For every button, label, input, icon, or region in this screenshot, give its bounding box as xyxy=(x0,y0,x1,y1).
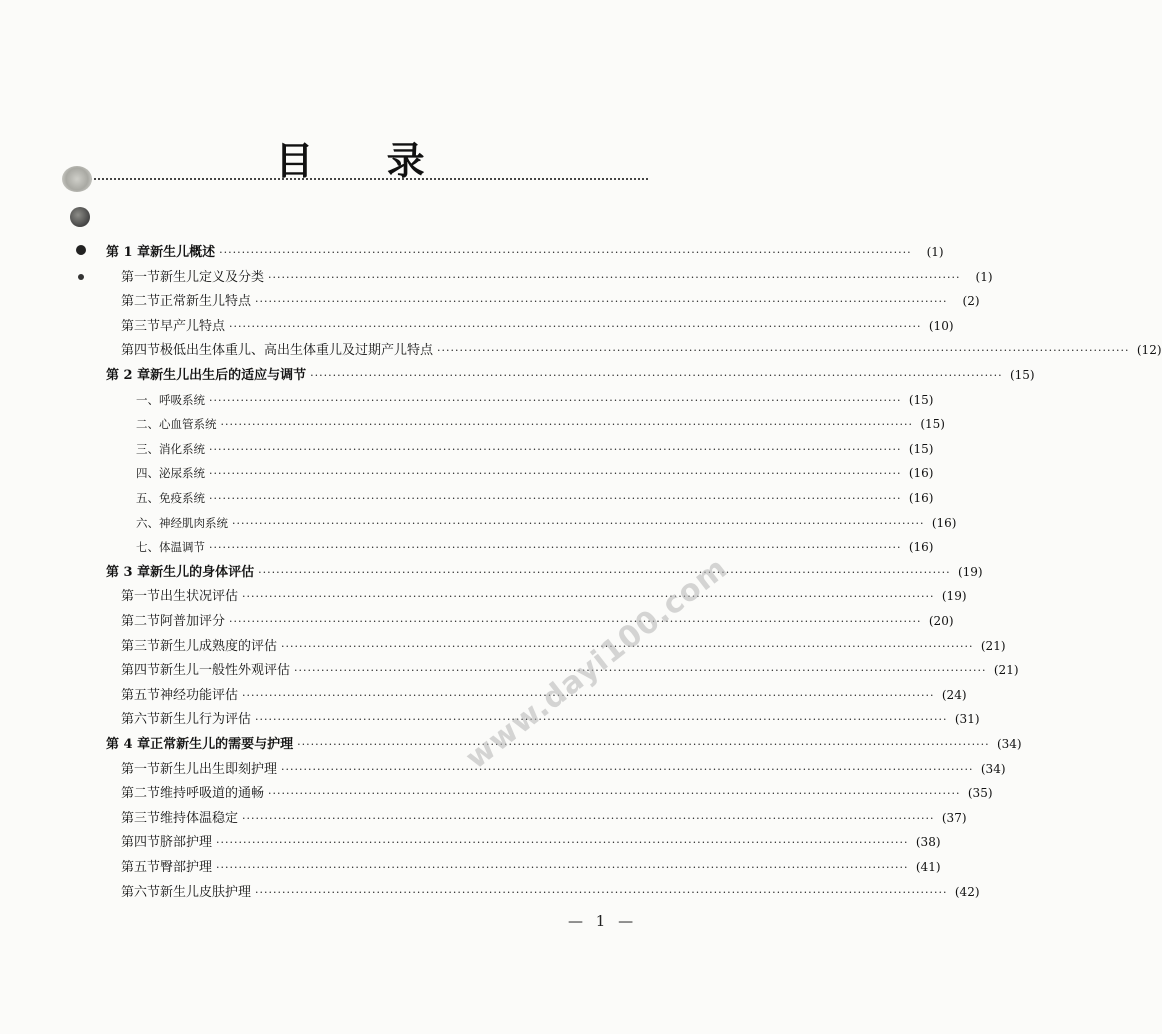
toc-entry-title: 三、消化系统 xyxy=(136,441,205,456)
toc-leader-dots xyxy=(258,564,950,582)
toc-chapter-entry xyxy=(106,366,1035,384)
toc-leader-dots xyxy=(209,539,901,557)
toc-entry-title: 出生状况评估 xyxy=(160,589,239,605)
page-number-folio: — 1 — xyxy=(568,912,638,930)
toc-page-number: (20) xyxy=(928,614,954,628)
toc-entry-number: 第五节 xyxy=(121,860,161,875)
toc-entry-title: 新生儿的身体评估 xyxy=(150,564,255,580)
toc-leader-dots xyxy=(268,785,960,803)
toc-section-entry xyxy=(121,833,941,851)
toc-item-entry xyxy=(136,538,934,556)
toc-section-entry xyxy=(121,612,954,630)
toc-entry-title: 正常新生儿特点 xyxy=(160,294,252,310)
toc-leader-dots xyxy=(255,293,947,311)
toc-entry-title: 新生儿皮肤护理 xyxy=(160,884,252,900)
toc-page-number: (10) xyxy=(928,318,954,333)
toc-item-entry xyxy=(136,415,945,433)
toc-page-number: (1) xyxy=(926,245,944,259)
toc-entry-title: 新生儿出生即刻护理 xyxy=(160,761,278,777)
toc-entry-number: 第四节 xyxy=(121,835,161,851)
toc-page-number: (19) xyxy=(957,564,983,579)
toc-chapter-entry xyxy=(106,735,1022,753)
toc-entry-title: 阿普加评分 xyxy=(160,614,226,629)
toc-entry-number: 第六节 xyxy=(121,884,161,900)
toc-section-entry xyxy=(121,587,967,605)
toc-entry-title: 六、神经肌肉系统 xyxy=(136,515,228,530)
toc-section-entry xyxy=(121,292,980,310)
toc-page-number: (16) xyxy=(908,540,934,555)
toc-section-entry xyxy=(121,637,1006,655)
toc-entry-title: 脐部护理 xyxy=(160,835,213,851)
toc-entry-title: 七、体温调节 xyxy=(136,540,205,555)
toc-section-entry xyxy=(121,268,993,286)
toc-item-entry xyxy=(136,391,934,409)
toc-entry-title: 新生儿行为评估 xyxy=(160,712,252,728)
toc-page-number: (15) xyxy=(908,392,934,407)
toc-page-number: (15) xyxy=(908,441,934,456)
toc-entry-number: 第一节 xyxy=(121,269,161,285)
toc-page-number: (15) xyxy=(920,417,945,432)
toc-page-number: (35) xyxy=(967,786,993,801)
toc-section-entry xyxy=(121,858,941,876)
toc-leader-dots xyxy=(209,465,901,483)
toc-entry-number: 第六节 xyxy=(121,712,161,728)
toc-page-number: (12) xyxy=(1136,343,1162,358)
toc-entry-number: 第二节 xyxy=(121,614,161,629)
page-title: 目 录 xyxy=(275,139,455,183)
toc-page-number: (31) xyxy=(954,712,980,727)
toc-page-number: (21) xyxy=(993,663,1019,678)
toc-entry-title: 新生儿成熟度的评估 xyxy=(160,638,278,654)
toc-entry-title: 维持呼吸道的通畅 xyxy=(160,786,265,802)
toc-leader-dots xyxy=(209,441,901,459)
toc-leader-dots xyxy=(281,761,973,779)
toc-entry-title: 正常新生儿的需要与护理 xyxy=(150,737,294,752)
toc-item-entry xyxy=(136,464,934,482)
toc-entry-title: 极低出生体重儿、高出生体重儿及过期产儿特点 xyxy=(160,343,434,359)
toc-chapter-entry xyxy=(106,243,944,261)
toc-page-number: (41) xyxy=(915,860,941,874)
toc-leader-dots xyxy=(209,392,901,410)
toc-leader-dots xyxy=(219,244,911,262)
toc-entry-number: 第一节 xyxy=(121,761,161,777)
toc-entry-number: 第四节 xyxy=(121,663,161,679)
toc-page-number: (38) xyxy=(915,835,941,850)
toc-entry-number: 第三节 xyxy=(121,810,161,826)
toc-leader-dots xyxy=(221,416,913,434)
toc-leader-dots xyxy=(255,884,947,902)
toc-entry-number: 第 4 章 xyxy=(106,737,151,752)
toc-leader-dots xyxy=(232,515,924,533)
toc-page-number: (19) xyxy=(941,589,967,604)
toc-page-number: (21) xyxy=(980,638,1006,653)
toc-section-entry xyxy=(121,883,980,901)
toc-entry-number: 第一节 xyxy=(121,589,161,605)
toc-section-entry xyxy=(121,317,954,335)
toc-entry-title: 二、心血管系统 xyxy=(136,417,217,432)
toc-entry-title: 早产儿特点 xyxy=(160,318,226,334)
toc-page-number: (1) xyxy=(975,269,993,284)
toc-entry-number: 第二节 xyxy=(121,294,161,310)
toc-section-entry xyxy=(121,341,1162,359)
toc-entry-title: 维持体温稳定 xyxy=(160,810,239,826)
toc-entry-title: 新生儿定义及分类 xyxy=(160,269,265,285)
toc-page-number: (16) xyxy=(908,491,934,505)
toc-page-number: (34) xyxy=(980,761,1006,776)
toc-entry-number: 第 1 章 xyxy=(106,245,151,260)
toc-leader-dots xyxy=(242,810,934,828)
toc-item-entry xyxy=(136,514,957,532)
toc-page-number: (16) xyxy=(931,515,957,530)
toc-entry-title: 臀部护理 xyxy=(160,860,213,875)
toc-entry-title: 神经功能评估 xyxy=(160,687,239,703)
toc-leader-dots xyxy=(310,367,1002,385)
toc-page-number: (42) xyxy=(954,884,980,899)
toc-page-number: (2) xyxy=(962,294,980,309)
toc-chapter-entry xyxy=(106,563,983,581)
toc-page-number: (24) xyxy=(941,687,967,702)
toc-entry-number: 第 2 章 xyxy=(106,368,151,383)
toc-entry-title: 新生儿出生后的适应与调节 xyxy=(150,368,307,383)
toc-section-entry xyxy=(121,809,967,827)
watermark: www.dayi100.com xyxy=(459,550,735,777)
toc-page-number: (34) xyxy=(996,737,1022,751)
toc-entry-number: 第四节 xyxy=(121,343,161,359)
toc-leader-dots xyxy=(242,588,934,606)
toc-leader-dots xyxy=(229,318,921,336)
toc-leader-dots xyxy=(297,736,989,754)
toc-entry-title: 一、呼吸系统 xyxy=(136,392,205,407)
toc-section-entry xyxy=(121,760,1006,778)
toc-entry-number: 第五节 xyxy=(121,687,161,703)
toc-entry-title: 五、免疫系统 xyxy=(136,491,205,505)
toc-page-number: (37) xyxy=(941,810,967,825)
toc-item-entry xyxy=(136,440,934,458)
toc-leader-dots xyxy=(229,613,921,631)
toc-leader-dots xyxy=(216,834,908,852)
toc-entry-number: 第二节 xyxy=(121,786,161,802)
toc-entry-number: 第三节 xyxy=(121,638,161,654)
toc-entry-title: 新生儿概述 xyxy=(150,245,216,260)
toc-leader-dots xyxy=(216,859,908,877)
toc-leader-dots xyxy=(268,269,960,287)
toc-leader-dots xyxy=(437,342,1129,360)
toc-leader-dots xyxy=(255,711,947,729)
toc-leader-dots xyxy=(209,490,901,508)
toc-section-entry xyxy=(121,784,993,802)
toc-entry-number: 第 3 章 xyxy=(106,564,151,580)
toc-page-number: (15) xyxy=(1009,368,1035,382)
toc-item-entry xyxy=(136,489,934,507)
toc-entry-title: 四、泌尿系统 xyxy=(136,466,205,481)
toc-section-entry xyxy=(121,710,980,728)
toc-entry-title: 新生儿一般性外观评估 xyxy=(160,663,291,679)
toc-page-number: (16) xyxy=(908,466,934,481)
toc-leader-dots xyxy=(294,662,986,680)
toc-entry-number: 第三节 xyxy=(121,318,161,334)
